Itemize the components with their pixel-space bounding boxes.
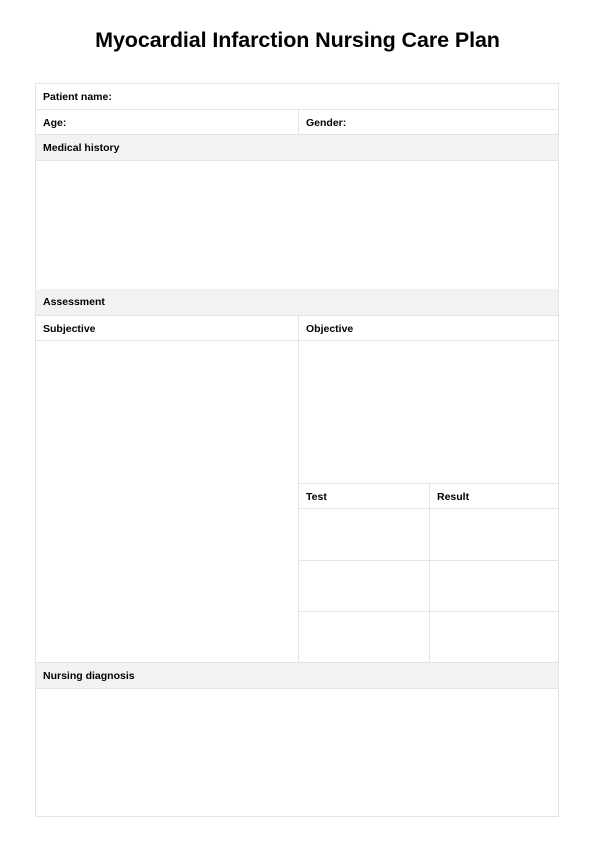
gender-label: Gender: [306,117,347,129]
nursing-diagnosis-heading: Nursing diagnosis [43,670,135,682]
objective-content[interactable] [298,340,558,483]
nursing-diagnosis-content[interactable] [36,688,558,816]
age-field[interactable] [36,109,298,134]
result-column-label: Result [437,491,470,503]
test-cell[interactable] [298,508,429,560]
gender-field[interactable] [298,109,558,134]
test-cell[interactable] [298,611,429,662]
subjective-content[interactable] [36,340,298,662]
objective-label: Objective [306,323,354,335]
test-cell[interactable] [298,560,429,611]
medical-history-heading: Medical history [43,142,120,154]
nursing-diagnosis-header [36,662,558,688]
test-column-header [298,483,429,508]
age-label: Age: [43,117,67,129]
result-cell[interactable] [429,508,558,560]
subjective-header [36,315,298,340]
assessment-header [36,289,558,315]
patient-name-field[interactable] [36,84,558,109]
objective-header [298,315,558,340]
test-column-label: Test [306,491,327,503]
medical-history-content[interactable] [36,160,558,289]
medical-history-header [36,134,558,160]
patient-name-label: Patient name: [43,91,112,103]
result-cell[interactable] [429,611,558,662]
care-plan-form [35,83,559,817]
result-cell[interactable] [429,560,558,611]
subjective-label: Subjective [43,323,96,335]
page-title: Myocardial Infarction Nursing Care Plan [95,28,500,52]
result-column-header [429,483,558,508]
assessment-heading: Assessment [43,296,105,308]
